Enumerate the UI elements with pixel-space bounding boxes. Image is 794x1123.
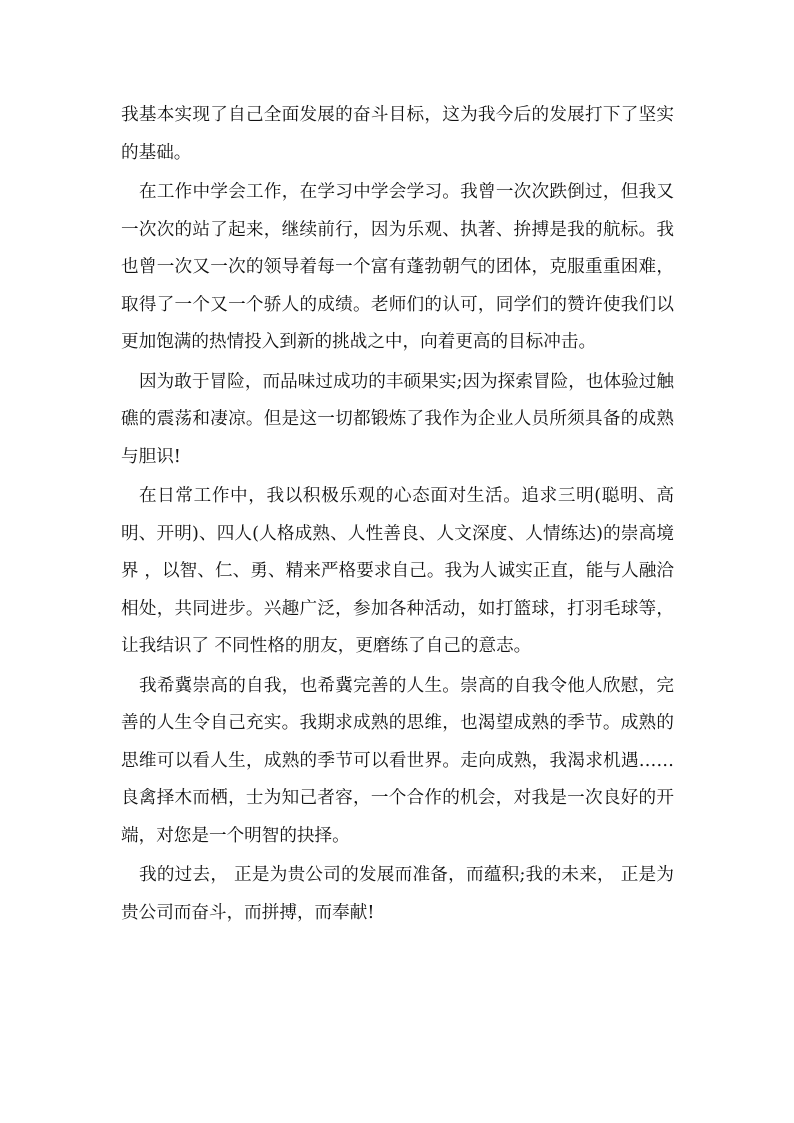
paragraph-1: 我基本实现了自己全面发展的奋斗目标，这为我今后的发展打下了坚实的基础。 [121,105,674,163]
paragraph-2: 在工作中学会工作，在学习中学会学习。我曾一次次跌倒过，但我又一次次的站了起来，继续前行，因为乐观、执著、拚搏是我的航标。我也曾一次又一次的领导着每一个富有蓬勃朝气的团体，克服重重困难，取得了一个又一个骄人的成绩。老师们的认可，同学们的赞许使我们以更加饱满的热情投入到新的挑战之中，向着更高的目标冲击。 [121,182,674,352]
paragraph-3: 因为敢于冒险，而品味过成功的丰硕果实;因为探索冒险，也体验过触礁的震荡和凄凉。但是这一切都锻炼了我作为企业人员所须具备的成熟与胆识! [121,371,674,467]
paragraph-4: 在日常工作中，我以积极乐观的心态面对生活。追求三明(聪明、高明、开明)、四人(人格成熟、人性善良、人文深度、人情练达)的崇高境界 ，以智、仁、勇、精来严格要求自己。我为人诚实正直，能与人融洽相处，共同进步。兴趣广泛，参加各种活动，如打篮球，打羽毛球等，让我结识了 不同性格的朋友，更磨练了自己的意志。 [121,486,674,656]
document-body [121,97,674,932]
paragraph-6: 我的过去， 正是为贵公司的发展而准备，而蕴积;我的未来， 正是为贵公司而奋斗，而拼搏，而奉献! [121,865,674,923]
paragraph-5: 我希冀崇高的自我，也希冀完善的人生。崇高的自我令他人欣慰，完善的人生令自己充实。我期求成熟的思维，也渴望成熟的季节。成熟的思维可以看人生，成熟的季节可以看世界。走向成熟，我渴求机遇……良禽择木而栖，士为知己者容，一个合作的机会，对我是一次良好的开端，对您是一个明智的抉择。 [121,675,674,846]
